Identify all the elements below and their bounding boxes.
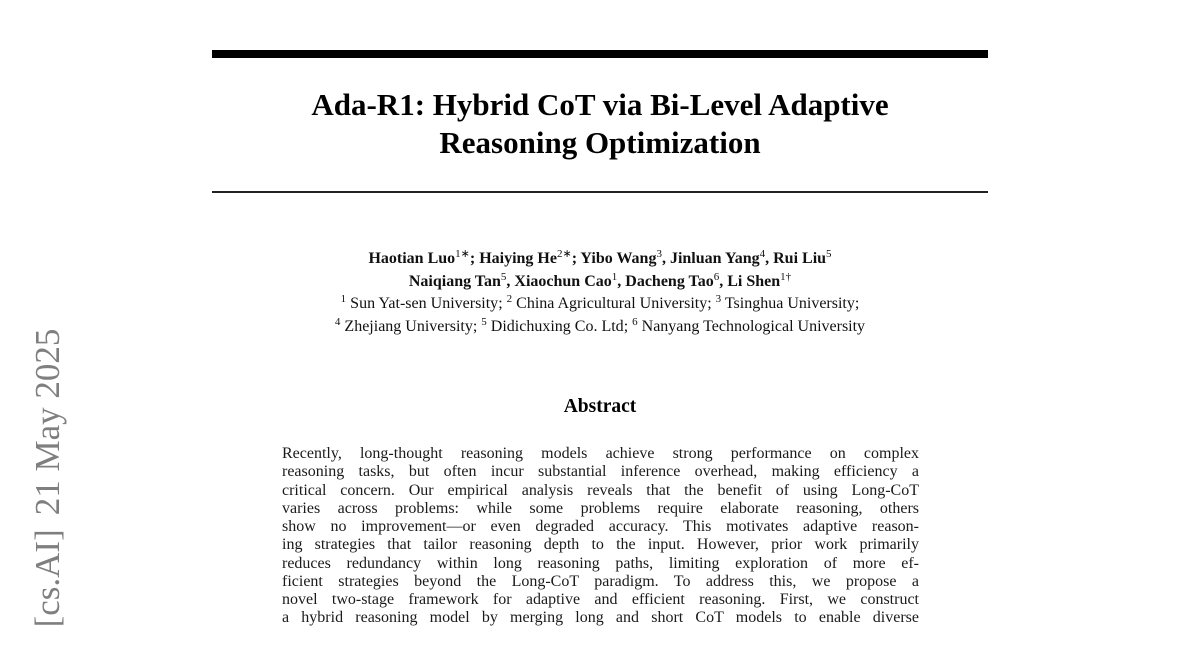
- affiliation: $^1$ Sun Yat-sen University;: [340, 293, 507, 312]
- author: Jinluan Yang$^4$,: [669, 248, 774, 267]
- author: Haiying $He^{2∗}$;: [479, 248, 581, 267]
- author: Naiqiang Tan$^5$,: [408, 270, 515, 290]
- title-line-2: Reasoning Optimization: [439, 125, 761, 160]
- affiliations-line-1: [212, 293, 988, 316]
- author-block: [212, 248, 988, 338]
- affiliation: $^3$ Tsinghua University;: [715, 293, 860, 312]
- paper-title: [212, 86, 988, 162]
- abstract-body: [282, 445, 919, 628]
- authors-line-2: [212, 271, 988, 294]
- abstract-line: ing strategies that tailor reasoning depth to the input. However, prior work primarily: [282, 536, 919, 554]
- abstract-line: critical concern. Our empirical analysis reveals that the benefit of using Long-CoT: [282, 481, 919, 499]
- abstract-line: Recently, long-thought reasoning models achieve strong performance on complex: [282, 445, 919, 462]
- abstract-line: show no improvement—or even degraded accuracy. This motivates adaptive reason-: [282, 518, 919, 535]
- author: Li Shen$^{1\dagger}$: [727, 270, 792, 290]
- arxiv-category: [cs.AI]: [28, 529, 67, 628]
- arxiv-stamp: [28, 329, 68, 628]
- author: Xiaochun Cao$^1$,: [514, 270, 626, 290]
- author: Yibo Wang$^3$,: [580, 248, 670, 267]
- abstract-line: novel two-stage framework for adaptive and efficient reasoning. First, we construct: [282, 591, 919, 608]
- abstract-line: reasoning tasks, but often incur substantial inference overhead, making efficiency a: [282, 463, 919, 481]
- affiliations-line-2: [212, 316, 988, 339]
- author: Dacheng Tao$^6$,: [625, 270, 728, 290]
- abstract-heading: Abstract: [563, 396, 637, 417]
- author: Rui Liu$^5$: [773, 248, 832, 267]
- arxiv-date: 21 May 2025: [28, 328, 67, 516]
- affiliation: $^5$ Didichuxing Co. Ltd;: [481, 315, 633, 335]
- author: Haotian Luo$^{1∗}$;: [368, 248, 480, 267]
- abstract-line: a hybrid reasoning model by merging long and short CoT models to enable diverse: [282, 609, 919, 627]
- abstract-line: reduces redundancy within long reasoning paths, limiting exploration of more ef-: [282, 554, 919, 572]
- affiliation: $^4$ Zhejiang University;: [334, 315, 482, 335]
- title-bottom-rule: [212, 191, 988, 193]
- affiliation: $^2$ China Agricultural University;: [506, 293, 716, 312]
- abstract-line: varies across problems: while some problems require elaborate reasoning, others: [282, 499, 919, 517]
- title-line-1: Ada-R1: Hybrid CoT via Bi-Level Adaptive: [311, 87, 889, 122]
- affiliation: $^6$ Nanyang Technological University: [632, 315, 866, 335]
- abstract-line: ficient strategies beyond the Long-CoT paradigm. To address this, we propose a: [282, 572, 919, 590]
- authors-line-1: [212, 248, 988, 271]
- top-rule: [212, 50, 988, 58]
